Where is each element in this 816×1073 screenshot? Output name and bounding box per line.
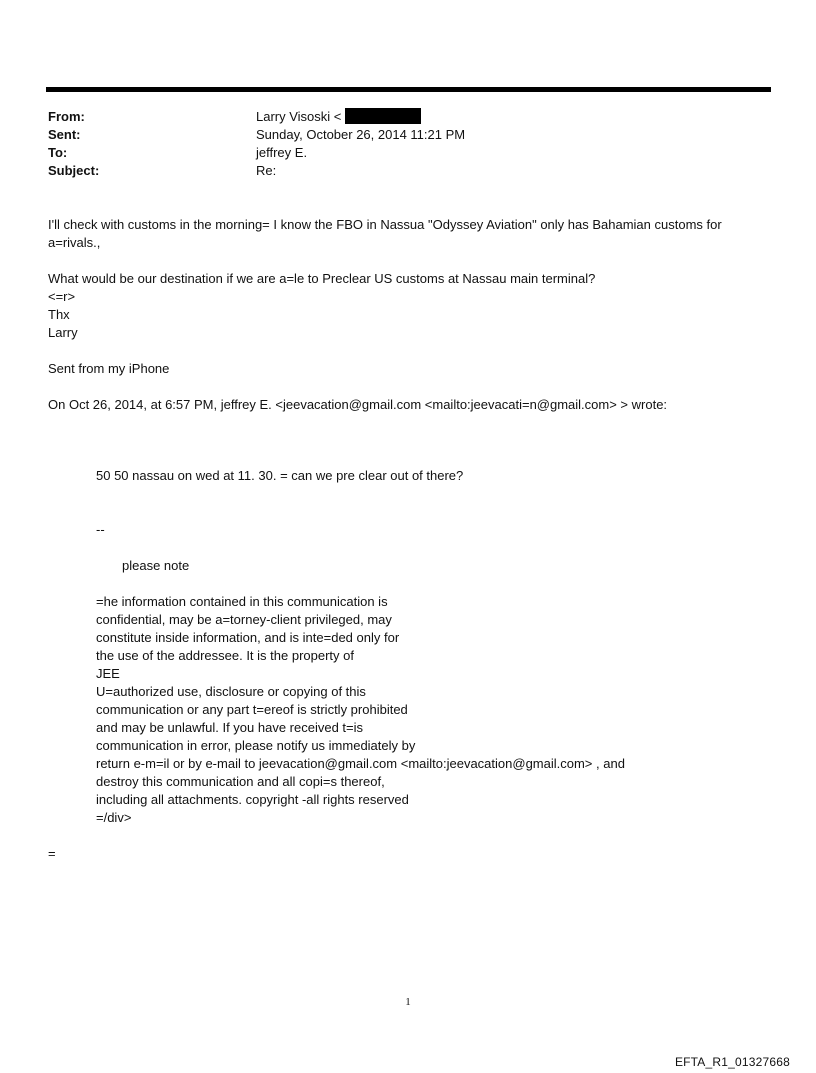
disclaimer-line: =he information contained in this communication is <box>96 594 388 609</box>
body-paragraph-1-line-2: a=rivals., <box>48 235 101 250</box>
disclaimer-line: destroy this communication and all copi=s thereof, <box>96 774 385 789</box>
body-thanks: Thx <box>48 307 70 322</box>
note-heading: please note <box>122 558 190 573</box>
disclaimer-line: confidential, may be a=torney-client privileged, may <box>96 612 392 627</box>
body-paragraph-1-line-1: I'll check with customs in the morning= I know the FBO in Nassua "Odyssey Aviation" only has Bahamian customs for <box>48 217 722 232</box>
disclaimer-line: =/div> <box>96 810 132 825</box>
disclaimer-line: and may be unlawful. If you have received t=is <box>96 720 364 735</box>
disclaimer-line: return e-m=il or by e-mail to jeevacation@gmail.com <mailto:jeevacation@gmail.com> , and <box>96 756 625 771</box>
quote-header: On Oct 26, 2014, at 6:57 PM, jeffrey E. <jeevacation@gmail.com <mailto:jeevacati=n@gmail.com> > wrote: <box>48 397 668 412</box>
disclaimer-line: JEE <box>96 666 120 681</box>
quoted-separator: -- <box>96 522 105 537</box>
subject-value: Re: <box>256 163 277 178</box>
from-label: From: <box>48 109 85 124</box>
disclaimer-line: communication in error, please notify us immediately by <box>96 738 416 753</box>
body-tag-line: <=r> <box>48 289 76 304</box>
body-paragraph-2: What would be our destination if we are a=le to Preclear US customs at Nassau main terminal? <box>48 271 596 286</box>
bates-number: EFTA_R1_01327668 <box>674 1055 790 1069</box>
redaction-box <box>345 108 421 124</box>
sent-value: Sunday, October 26, 2014 11:21 PM <box>256 127 466 142</box>
from-value <box>256 108 421 126</box>
disclaimer-line: communication or any part t=ereof is strictly prohibited <box>96 702 408 717</box>
subject-label: Subject: <box>48 163 100 178</box>
disclaimer-line: U=authorized use, disclosure or copying of this <box>96 684 366 699</box>
body-signature: Larry <box>48 325 78 340</box>
to-value: jeffrey E. <box>256 145 308 160</box>
quoted-text: 50 50 nassau on wed at 11. 30. = can we pre clear out of there? <box>96 468 464 483</box>
to-label: To: <box>48 145 68 160</box>
page-number: 1 <box>405 996 411 1008</box>
from-name: Larry Visoski < <box>256 109 342 124</box>
disclaimer-line: constitute inside information, and is inte=ded only for <box>96 630 400 645</box>
trailer-mark: = <box>48 846 56 861</box>
header-rule <box>46 87 771 92</box>
sent-label: Sent: <box>48 127 81 142</box>
disclaimer-line: including all attachments. copyright -all rights reserved <box>96 792 409 807</box>
body-sent-from: Sent from my iPhone <box>48 361 170 376</box>
disclaimer-line: the use of the addressee. It is the property of <box>96 648 354 663</box>
